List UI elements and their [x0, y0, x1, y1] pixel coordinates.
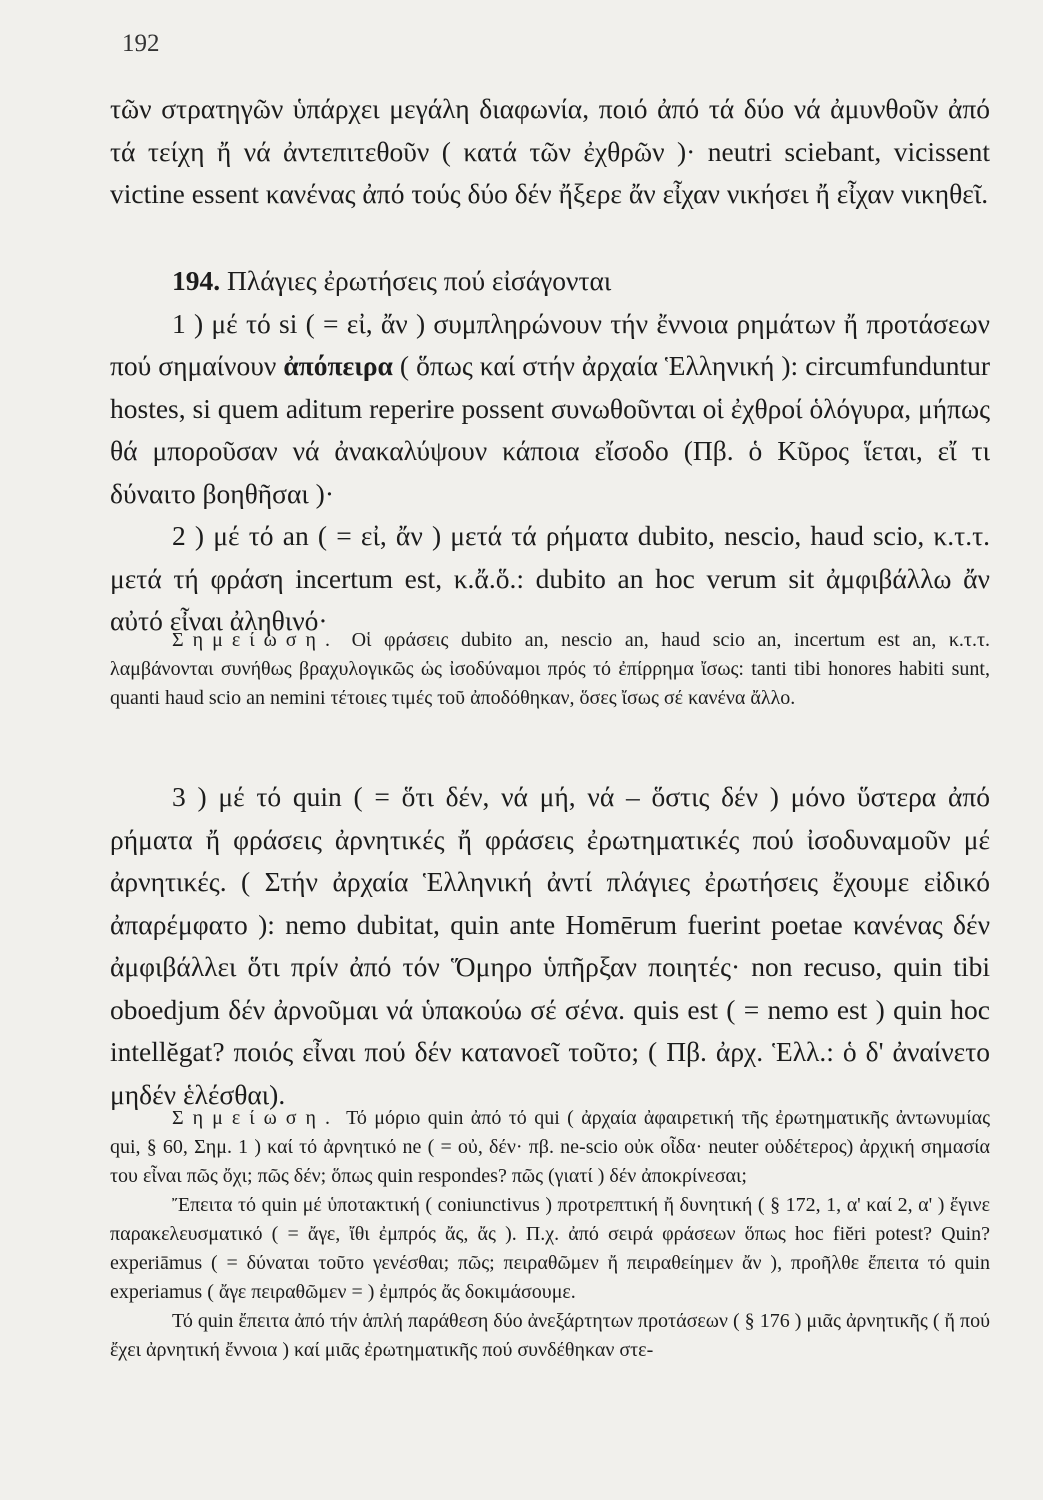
section-194: [110, 260, 990, 643]
note-2-para-2: Ἔπειτα τό quin μέ ὑποτακτική ( coniunctivus ) προτρεπτική ἤ δυνητική ( § 172, 1, α' καί 2, α' ) ἔγινε παρακελευσματικό ( = ἄγε, ἴθι ἐμπρός ἄς, ἄς ). Π.χ. ἀπό σειρά φράσεων ὅπως hoc fiĕri potest? Quin? experiāmus ( = δύναται τοῦτο γενέσθαι; πῶς; πειραθῶμεν ἤ πειραθείημεν ἄν ), προῆλθε ἔπειτα τό quin experiamus ( ἄγε πειραθῶμεν = ) ἐμπρός ἄς δοκιμάσουμε.: [110, 1194, 990, 1303]
note-1-text: Οἱ φράσεις dubito an, nescio an, haud scio an, incertum est an, κ.τ.τ. λαμβάνονται συνήθως βραχυλογικῶς ὡς ἰσοδύναμοι πρός τό ἐπίρρημα ἴσως: tanti tibi honores habiti sunt, quanti haud scio an nemini τέτοιες τιμές τοῦ ἀποδόθηκαν, ὅσες ἴσως σέ κανένα ἄλλο.: [110, 629, 990, 709]
item-3-text: 3 ) μέ τό quin ( = ὅτι δέν, νά μή, νά – ὅστις δέν ) μόνο ὕστερα ἀπό ρήματα ἤ φράσεις ἀρνητικές ἤ φράσεις ἐρωτηματικές πού ἰσοδυναμοῦν μέ ἀρνητικές. ( Στήν ἀρχαία Ἑλληνική ἀντί πλάγιες ἐρωτήσεις ἔχουμε εἰδικό ἀπαρέμφατο ): nemo dubitat, quin ante Homērum fuerint poetae κανένας δέν ἀμφιβάλλει ὅτι πρίν ἀπό τόν Ὅμηρο ὑπῆρξαν ποιητές· non recuso, quin tibi oboedjum δέν ἀρνοῦμαι νά ὑπακούω σέ σένα. quis est ( = nemo est ) quin hoc intellĕgat? ποιός εἶναι πού δέν κατανοεῖ τοῦτο; ( Πβ. ἀρχ. Ἑλλ.: ὁ δ' ἀναίνετο μηδέν ἑλέσθαι).: [110, 781, 990, 1110]
item-2: 2 ) μέ τό an ( = εἰ, ἄν ) μετά τά ρήματα dubito, nescio, haud scio, κ.τ.τ. μετά τή φράση incertum est, κ.ἄ.ὅ.: dubito an hoc verum sit ἀμφιβάλλω ἄν αὐτό εἶναι ἀληθινό·: [110, 520, 990, 636]
opening-paragraph: [110, 88, 990, 216]
item-1-text-a: 1 ) μέ τό si ( = εἰ, ἄν ) συμπληρώνουν τήν ἔννοια ρημάτων ἤ προτάσεων πού σημαίνουν: [110, 307, 990, 381]
item-1-bold-term: ἀπόπειρα: [283, 350, 393, 381]
note-1: [110, 626, 990, 713]
item-3: [110, 776, 990, 1116]
note-1-label: Σημείωση.: [172, 629, 340, 651]
note-2-para-3: Τό quin ἔπειτα ἀπό τήν ἁπλή παράθεση δύο ἀνεξάρτητων προτάσεων ( § 176 ) μιᾶς ἀρνητικῆς ( ἤ πού ἔχει ἀρνητική ἔννοια ) καί μιᾶς ἐρωτηματικῆς πού συνδέθηκαν στε-: [110, 1310, 990, 1361]
section-title: Πλάγιες ἐρωτήσεις πού εἰσάγονται: [227, 265, 612, 296]
page-number: 192: [122, 30, 160, 57]
item-1: [110, 303, 990, 516]
note-2: [110, 1104, 990, 1365]
item-1-text-b: ( ὅπως καί στήν ἀρχαία Ἑλληνική ): circumfunduntur hostes, si quem aditum reperire possent συνωθοῦνται οἱ ἐχθροί ὁλόγυρα, μήπως θά μποροῦσαν νά ἀνακαλύψουν κάποια εἴσοδο (Πβ. ὁ Κῦρος ἵεται, εἴ τι δύναιτο βοηθῆσαι )·: [110, 350, 991, 509]
opening-text: τῶν στρατηγῶν ὑπάρχει μεγάλη διαφωνία, ποιό ἀπό τά δύο νά ἀμυνθοῦν ἀπό τά τείχη ἤ νά ἀντεπιτεθοῦν ( κατά τῶν ἐχθρῶν )· neutri sciebant, vicissent victine essent κανένας ἀπό τούς δύο δέν ἤξερε ἄν εἶχαν νικήσει ἤ εἶχαν νικηθεῖ.: [110, 93, 990, 209]
note-2-label: Σημείωση.: [172, 1107, 340, 1129]
section-heading: [110, 260, 990, 303]
note-2-text-1: Τό μόριο quin ἀπό τό qui ( ἀρχαία ἀφαιρετική τῆς ἐρωτηματικῆς ἀντωνυμίας qui, § 60, Σημ. 1 ) καί τό ἀρνητικό ne ( = οὐ, δέν· πβ. ne-scio οὐκ οἶδα· neuter οὐδέτερος) ἀρχική σημασία του εἶναι πῶς ὄχι; πῶς δέν; ὅπως quin respondes? πῶς (γιατί ) δέν ἀποκρίνεσαι;: [110, 1107, 991, 1187]
note-2-para-1: [110, 1104, 990, 1191]
note-1-paragraph: [110, 626, 990, 713]
section-number: 194.: [172, 265, 221, 296]
